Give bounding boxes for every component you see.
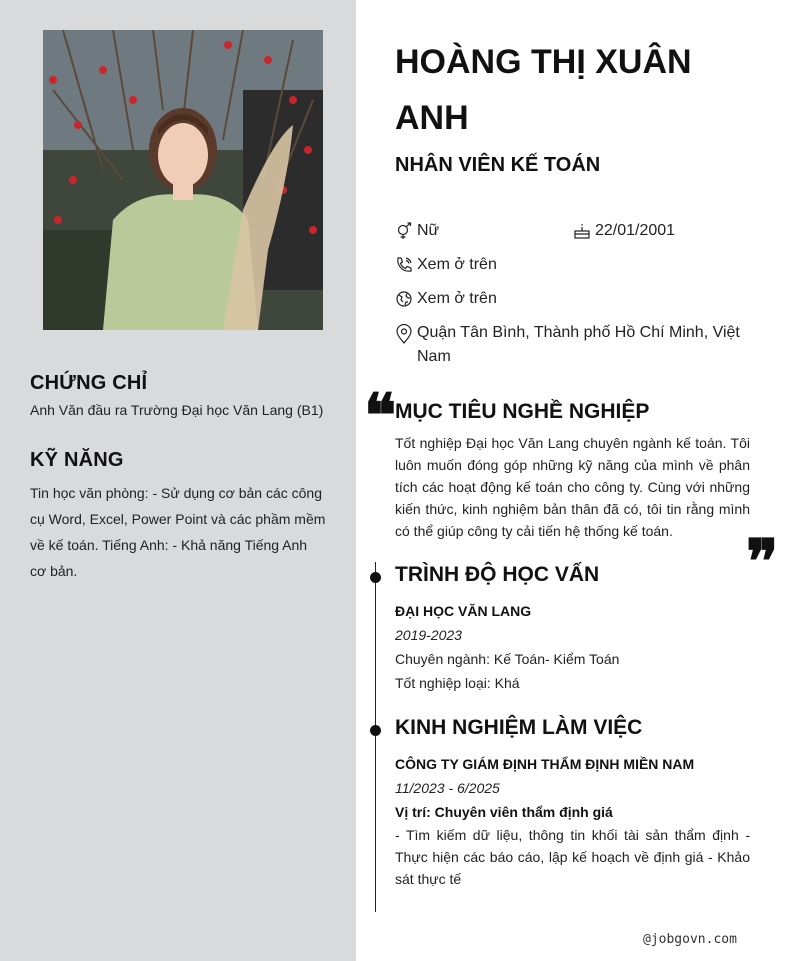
watermark: @jobgovn.com (643, 932, 737, 947)
globe-icon (395, 290, 413, 308)
website-value: Xem ở trên (417, 290, 497, 307)
certificates-heading: CHỨNG CHỈ (30, 372, 148, 394)
birthdate-info (573, 219, 675, 243)
website-info (395, 287, 497, 311)
company-name: CÔNG TY GIÁM ĐỊNH THẨM ĐỊNH MIỀN NAM (395, 756, 695, 772)
experience-position: Vị trí: Chuyên viên thẩm định giá (395, 804, 613, 820)
gender-icon (395, 222, 413, 240)
school-name: ĐẠI HỌC VĂN LANG (395, 603, 532, 619)
education-timeline-dot (370, 572, 381, 583)
job-title: NHÂN VIÊN KẾ TOÁN (395, 154, 601, 176)
education-heading: TRÌNH ĐỘ HỌC VẤN (395, 563, 600, 586)
objective-text: Tốt nghiệp Đại học Văn Lang chuyên ngành kế toán. Tôi luôn muốn đóng góp những kỹ năng của mình về phân tích các hoạt động kế toán cho công ty. Cùng với những kiến thức, kinh nghiệm bản thân đã có, tôi tin rằng mình có thể giúp công ty cải tiến hệ thống kế toán. (395, 435, 750, 539)
skills-section (30, 449, 326, 584)
quote-open-icon: ❝ (364, 381, 397, 451)
education-major: Chuyên ngành: Kế Toán- Kiểm Toán (395, 651, 620, 667)
phone-info (395, 253, 497, 277)
timeline-line (375, 562, 376, 912)
sidebar (0, 0, 356, 961)
birthdate-value: 22/01/2001 (595, 222, 676, 239)
certificates-text: Anh Văn đầu ra Trường Đại học Văn Lang (B1) (30, 402, 324, 418)
education-period: 2019-2023 (395, 627, 462, 643)
certificates-section (30, 372, 326, 420)
phone-icon (395, 256, 413, 274)
experience-period: 11/2023 - 6/2025 (395, 780, 500, 796)
gender-value: Nữ (417, 222, 440, 239)
phone-value: Xem ở trên (417, 256, 497, 273)
location-pin-icon (395, 324, 413, 344)
skills-text: Tin học văn phòng: - Sử dụng cơ bản các công cụ Word, Excel, Power Point và các phầm mềm về kế toán. Tiếng Anh: - Khả năng Tiếng Anh cơ bản. (30, 485, 326, 579)
experience-description: - Tìm kiếm dữ liệu, thông tin khối tài sản thẩm định - Thực hiện các báo cáo, lập kế hoạch về định giá - Khảo sát thực tế (395, 827, 750, 887)
education-grade: Tốt nghiệp loại: Khá (395, 675, 520, 691)
address-info (395, 321, 750, 369)
cake-icon (573, 222, 591, 240)
experience-entry (395, 753, 750, 890)
skills-heading: KỸ NĂNG (30, 449, 124, 471)
address-value: Quận Tân Bình, Thành phố Hồ Chí Minh, Việt Nam (417, 324, 740, 365)
gender-info (395, 219, 439, 243)
education-entry (395, 600, 750, 695)
objective-heading: MỤC TIÊU NGHỀ NGHIỆP (395, 400, 650, 423)
experience-timeline-dot (370, 725, 381, 736)
quote-close-icon: ❞ (746, 527, 779, 597)
candidate-name: HOÀNG THỊ XUÂN ANH (395, 43, 692, 137)
experience-heading: KINH NGHIỆM LÀM VIỆC (395, 716, 643, 739)
profile-photo (43, 30, 323, 330)
